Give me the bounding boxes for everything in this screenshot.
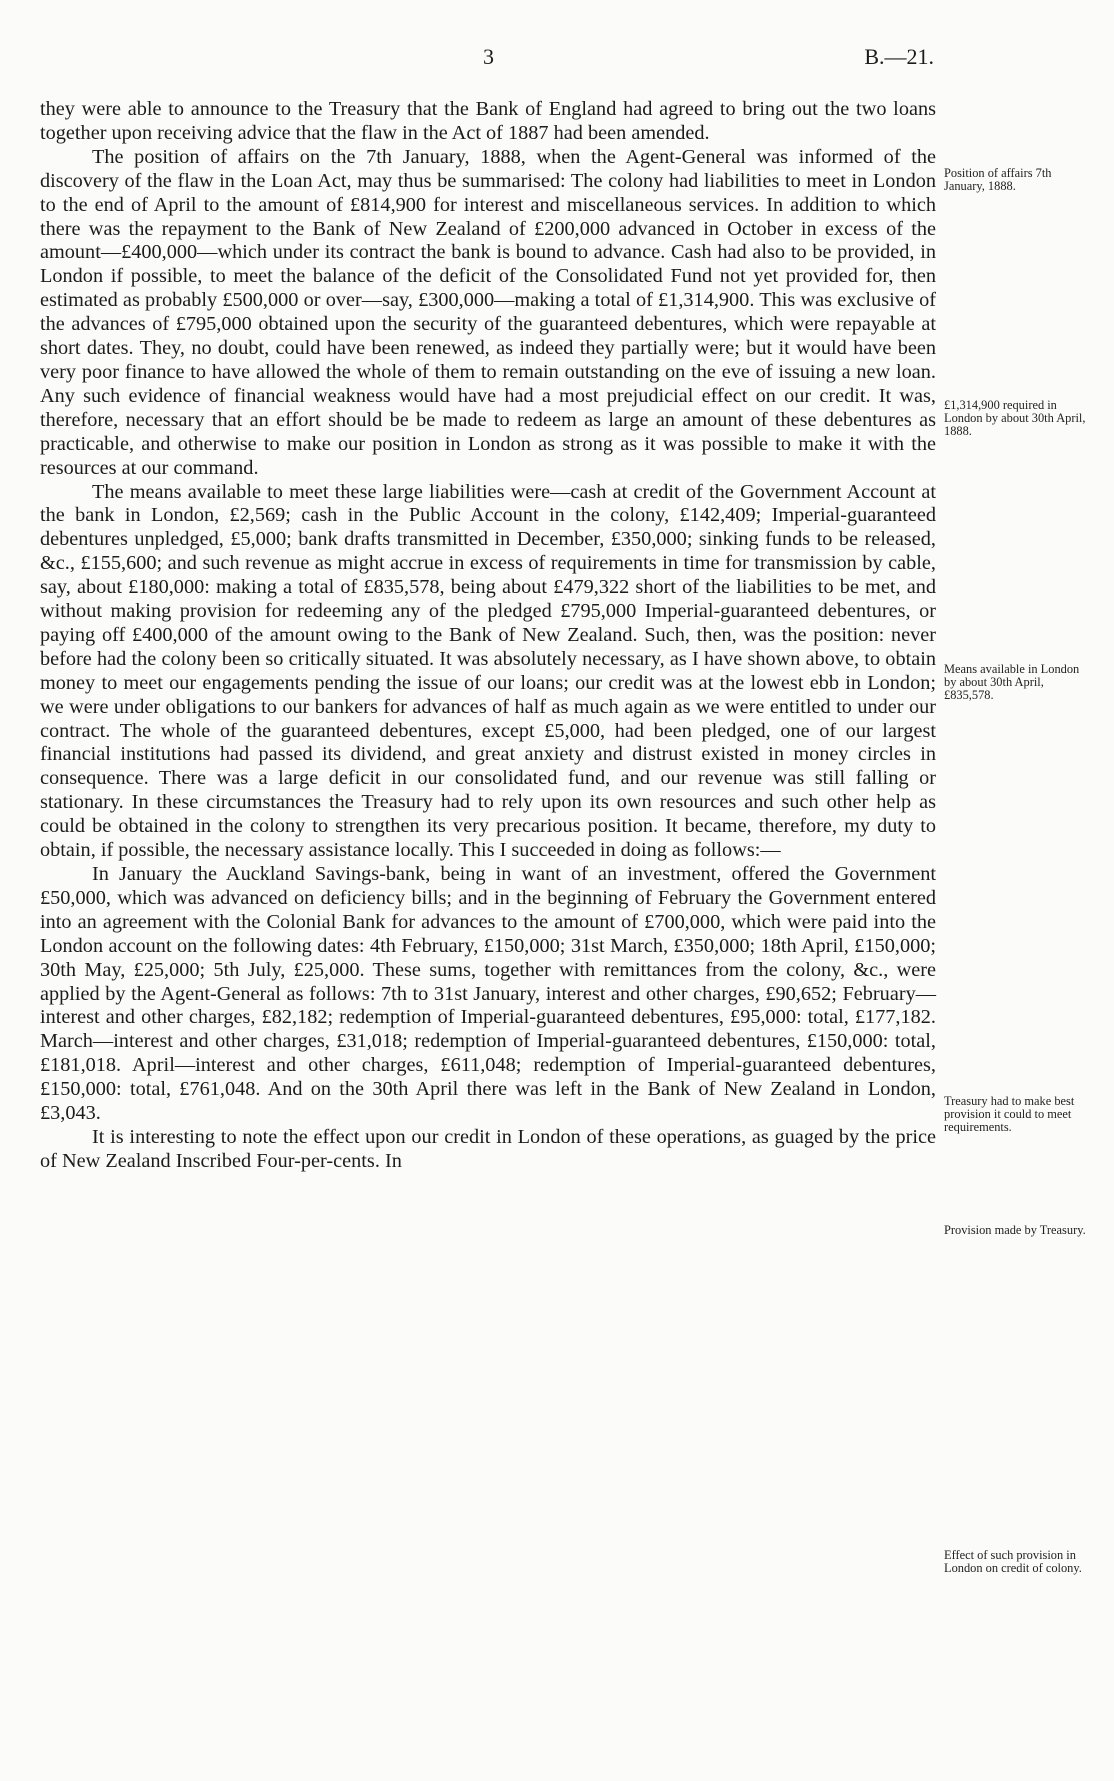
marginal-note: Provision made by Treasury. <box>944 1223 1086 1237</box>
paragraph: It is interesting to note the effect upon our credit in London of these operations, as guaged by the price of New Zealand Inscribed Four-per-cents. In <box>40 1125 936 1172</box>
marginal-note: Position of affairs 7th January, 1888. <box>944 166 1052 193</box>
paragraph: they were able to announce to the Treasury that the Bank of England had agreed to bring out the two loans together upon receiving advice that the flaw in the Act of 1887 had been amended. <box>40 98 936 144</box>
marginal-note: Treasury had to make best provision it could to meet requirements. <box>944 1094 1075 1134</box>
page-number: 3 <box>483 44 494 69</box>
body-text <box>40 98 936 1174</box>
marginal-note: £1,314,900 required in London by about 30th April, 1888. <box>944 398 1086 438</box>
marginal-note: Means available in London by about 30th April, £835,578. <box>944 662 1080 702</box>
document-reference: B.—21. <box>864 44 934 69</box>
paragraph: The position of affairs on the 7th January, 1888, when the Agent-General was informed of the discovery of the flaw in the Loan Act, may thus be summarised: The colony had liabilities to meet in London to the end of April to the amount of £814,900 for interest and miscellaneous services. In addition to which there was the repayment to the Bank of New Zealand of £200,000 advanced in October in excess of the amount—£400,000—which under its contract the bank is bound to advance. Cash had also to be provided, in London if possible, to meet the balance of the deficit of the Consolidated Fund not yet provided for, then estimated as probably £500,000 or over—say, £300,000—making a total of £1,314,900. This was exclusive of the advances of £795,000 obtained upon the security of the guaranteed debentures, which were repayable at short dates. They, no doubt, could have been renewed, as indeed they partially were; but it would have been very poor finance to have allowed the whole of them to remain outstanding on the eve of issuing a new loan. Any such evidence of financial weakness would have had a most prejudicial effect on our credit. It was, therefore, necessary that an effort should be be made to redeem as large an amount of these debentures as practicable, and otherwise to make our position in London as strong as it was possible to make it with the resources at our command. <box>40 145 936 479</box>
paragraph: The means available to meet these large liabilities were—cash at credit of the Government Account at the bank in London, £2,569; cash in the Public Account in the colony, £142,409; Imperial-guaranteed debentures unpledged, £5,000; bank drafts transmitted in December, £350,000; sinking funds to be released, &c., £155,600; and such revenue as might accrue in excess of requirements in time for transmission by cable, say, about £180,000: making a total of £835,578, being about £479,322 short of the liabilities to be met, and without making provision for redeeming any of the pledged £795,000 Imperial-guaranteed debentures, or paying off £400,000 of the amount owing to the Bank of New Zealand. Such, then, was the position: never before had the colony been so critically situated. It was absolutely necessary, as I have shown above, to obtain money to meet our engagements pending the issue of our loans; our credit was at the lowest ebb in London; we were under obligations to our bankers for advances of half as much again as we were entitled to under our contract. The whole of the guaranteed debentures, except £5,000, had been pledged, one of our largest financial institutions had passed its dividend, and great anxiety and distrust existed in money circles in consequence. There was a large deficit in our consolidated fund, and our revenue was still falling or stationary. In these circumstances the Treasury had to rely upon its own resources and such other help as could be obtained in the colony to strengthen its very precarious position. It became, therefore, my duty to obtain, if possible, the necessary assistance locally. This I succeeded in doing as follows:— <box>40 480 936 862</box>
marginal-note: Effect of such provision in London on credit of colony. <box>944 1548 1082 1575</box>
page-header <box>40 44 940 72</box>
paragraph: In January the Auckland Savings-bank, being in want of an investment, offered the Government £50,000, which was advanced on deficiency bills; and in the beginning of February the Government entered into an agreement with the Colonial Bank for advances to the amount of £700,000, which were paid into the London account on the following dates: 4th February, £150,000; 31st March, £350,000; 18th April, £150,000; 30th May, £25,000; 5th July, £25,000. These sums, together with remittances from the colony, &c., were applied by the Agent-General as follows: 7th to 31st January, interest and other charges, £90,652; February—interest and other charges, £82,182; redemption of Imperial-guaranteed debentures, £95,000: total, £177,182. March—interest and other charges, £31,018; redemption of Imperial-guaranteed debentures, £150,000: total, £181,018. April—interest and other charges, £611,048; redemption of Imperial-guaranteed debentures, £150,000: total, £761,048. And on the 30th April there was left in the Bank of New Zealand in London, £3,043. <box>40 863 936 1125</box>
